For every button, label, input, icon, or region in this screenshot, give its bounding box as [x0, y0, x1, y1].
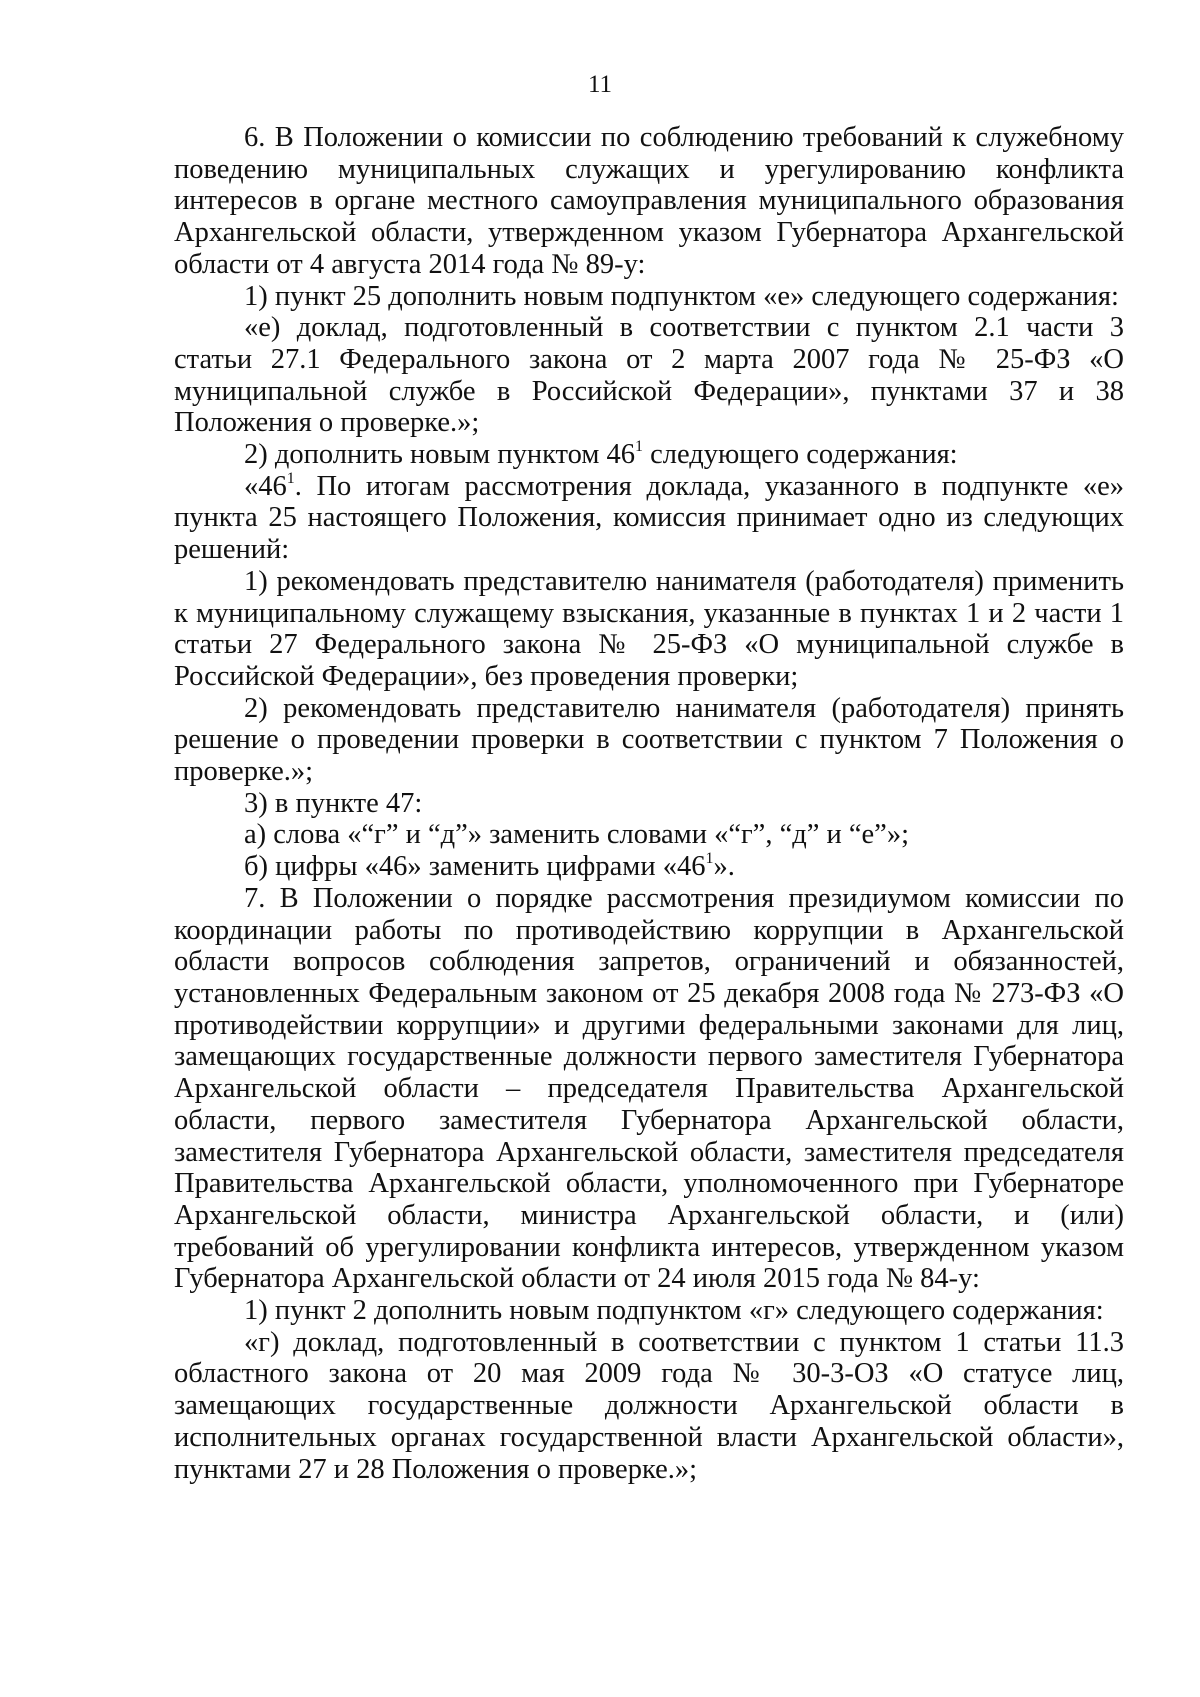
- paragraph-item-6-intro: 6. В Положении о комиссии по соблюдению требований к служебному поведению муниципальных служащих и урегулированию конфликта интересов в органе местного самоуправления муниципального образования Архангельской области, утвержденном указом Губернатора Архангельской области от 4 августа 2014 года № 89-у:: [174, 122, 1124, 280]
- paragraph-decision-2: 2) рекомендовать представителю нанимателя (работодателя) принять решение о проведении проверки в соответствии с пунктом 7 Положения о проверке.»;: [174, 692, 1124, 788]
- superscript: 1: [705, 850, 714, 868]
- paragraph-item-7-intro: 7. В Положении о порядке рассмотрения президиумом комиссии по координации работы по противодействию коррупции в Архангельской области вопросов соблюдения запретов, ограничений и обязанностей, установленных Федеральным законом от 25 декабря 2008 года № 273-ФЗ «О противодействии коррупции» и другими федеральными законами для лиц, замещающих государственные должности первого заместителя Губернатора Архангельской области – председателя Правительства Архангельской области, первого заместителя Губернатора Архангельской области, заместителя Губернатора Архангельской области, заместителя председателя Правительства Архангельской области, уполномоченного при Губернаторе Архангельской области, министра Архангельской области, и (или) требований об урегулировании конфликта интересов, утвержденном указом Губернатора Архангельской области от 24 июля 2015 года № 84-у:: [174, 882, 1124, 1295]
- page-number: 11: [587, 71, 613, 98]
- paragraph-text: б) цифры «46» заменить цифрами «46: [244, 851, 706, 883]
- paragraph-text: 2) дополнить новым пунктом 46: [244, 439, 635, 471]
- paragraph-quote-g: «г) доклад, подготовленный в соответствии с пунктом 1 статьи 11.3 областного закона от 20 мая 2009 года № 30-3-ОЗ «О статусе лиц, замещающих государственные должности Архангельской области в исполнительных органах государственной власти Архангельской области», пунктами 27 и 28 Положения о проверке.»;: [174, 1326, 1124, 1485]
- paragraph-decision-1: 1) рекомендовать представителю нанимателя (работодателя) применить к муниципальному служащему взыскания, указанные в пунктах 1 и 2 части 1 статьи 27 Федерального закона № 25-ФЗ «О муниципальной службе в Российской Федерации», без проведения проверки;: [174, 565, 1124, 692]
- paragraph-text: «46: [244, 470, 287, 502]
- paragraph-quote-e: «е) доклад, подготовленный в соответствии с пунктом 2.1 части 3 статьи 27.1 Федерального закона от 2 марта 2007 года № 25-ФЗ «О муниципальной службе в Российской Федерации», пунктами 37 и 38 Положения о проверке.»;: [174, 312, 1124, 439]
- paragraph-sub-2: [174, 439, 1124, 471]
- paragraph-sub-3: 3) в пункте 47:: [244, 787, 423, 819]
- paragraph-text: ».: [713, 851, 735, 883]
- paragraph-sub-a: а) слова «“г” и “д”» заменить словами «“г”, “д” и “е”»;: [244, 819, 910, 851]
- superscript: 1: [286, 469, 295, 487]
- paragraph-sub-1-second: 1) пункт 2 дополнить новым подпунктом «г» следующего содержания:: [244, 1295, 1104, 1327]
- paragraph-sub-b: [174, 851, 1124, 883]
- paragraph-sub-1: 1) пункт 25 дополнить новым подпунктом «е» следующего содержания:: [244, 280, 1119, 312]
- paragraph-text: следующего содержания:: [642, 439, 958, 471]
- superscript: 1: [634, 438, 643, 456]
- paragraph-text: . По итогам рассмотрения доклада, указанного в подпункте «е» пункта 25 настоящего Положения, комиссия принимает одно из следующих решений:: [174, 470, 1124, 566]
- document-body: [174, 122, 1124, 1485]
- paragraph-quote-46-1: [174, 471, 1124, 566]
